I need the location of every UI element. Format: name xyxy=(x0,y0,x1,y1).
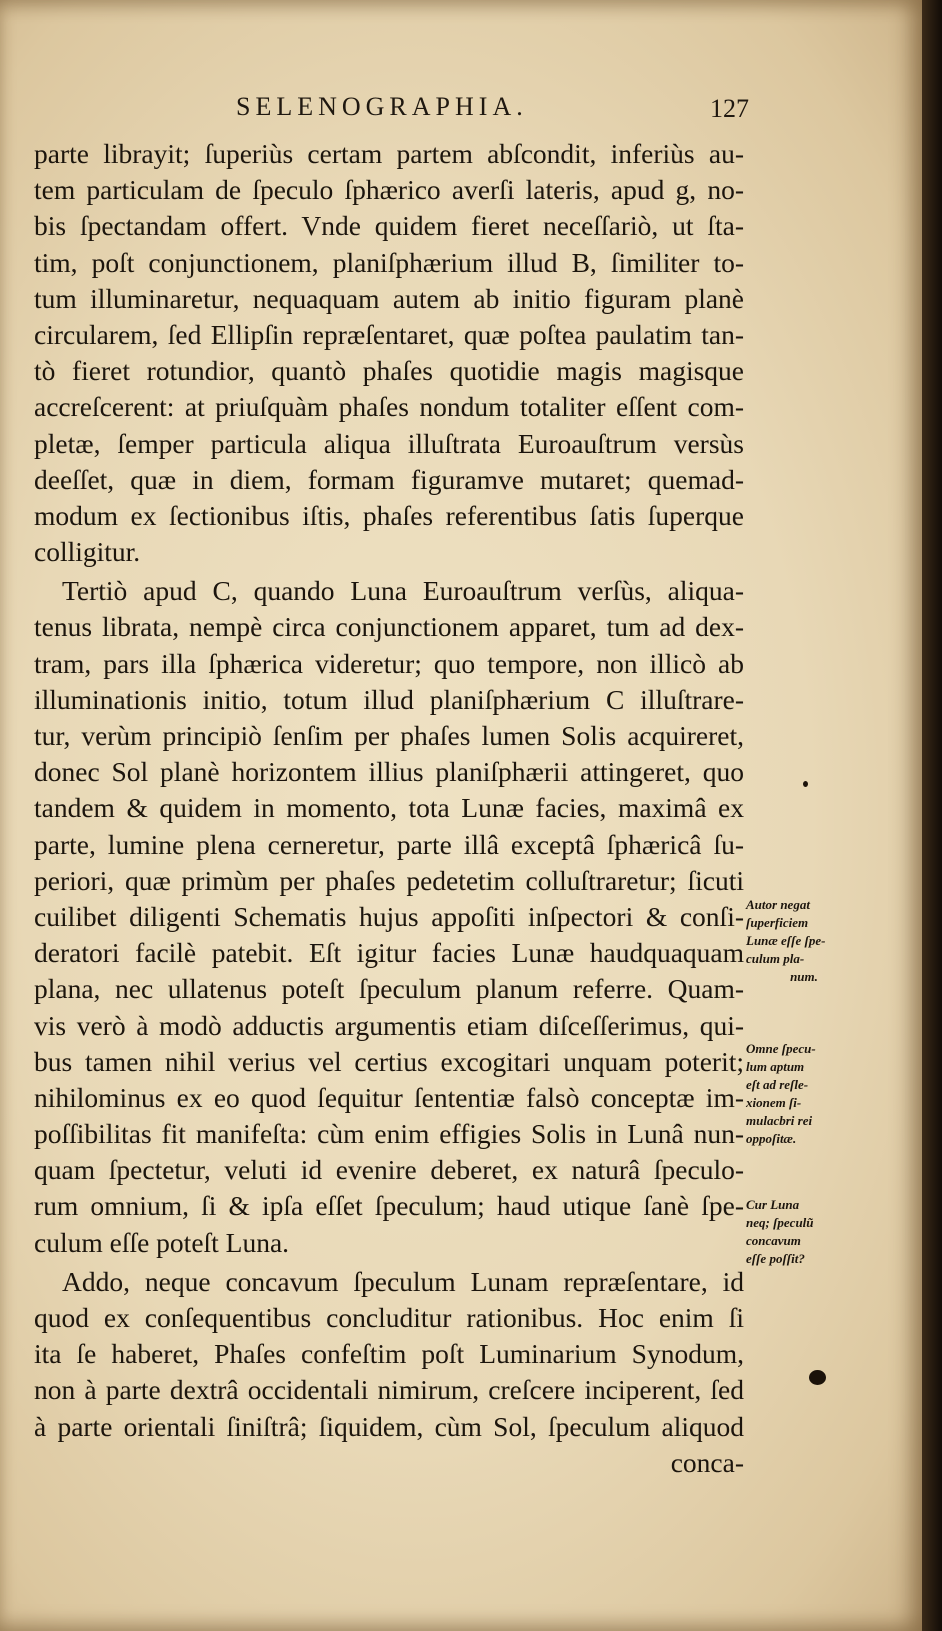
text-line: parte librayit; ſuperiùs certam partem abſcondit, inferiùs au- xyxy=(34,138,744,169)
text-line: poſſibilitas fit manifeſta: cùm enim effigies Solis in Lunâ nun- xyxy=(34,1118,744,1150)
text-line: plana, nec ullatenus poteſt ſpeculum planum referre. Quam- xyxy=(34,973,744,1005)
text-line: non à parte dextrâ occidentali nimirum, creſcere inciperent, ſed xyxy=(34,1374,744,1406)
margin-note-line: Cur Luna xyxy=(746,1197,800,1212)
text-line: à parte orientali ſiniſtrâ; ſiquidem, cùm Sol, ſpeculum aliquod xyxy=(34,1410,744,1442)
text-line: tram, pars illa ſphærica videretur; quo tempore, non illicò ab xyxy=(34,647,744,679)
ink-spot xyxy=(803,781,808,787)
margin-note-line: lum aptum xyxy=(746,1059,805,1074)
text-line: tum illuminaretur, nequaquam autem ab initio figuram planè xyxy=(34,282,744,314)
text-line: modum ex ſectionibus iſtis, phaſes referentibus ſatis ſuperque xyxy=(34,499,744,531)
text-line: pletæ, ſemper particula aliqua illuſtrata Euroauſtrum versùs xyxy=(34,427,744,459)
text-line: deeſſet, quæ in diem, formam figuramve mutaret; quemad- xyxy=(34,463,744,495)
text-line: rum omnium, ſi & ipſa eſſet ſpeculum; haud utique ſanè ſpe- xyxy=(34,1190,744,1222)
page-edge-shadow xyxy=(922,0,942,1631)
margin-note-line: xionem ſi- xyxy=(746,1095,802,1110)
text-line: vis verò à modò adductis argumentis etiam diſceſſerimus, qui- xyxy=(34,1009,744,1041)
text-line: circularem, ſed Ellipſin repræſentaret, quæ poſtea paulatim tan- xyxy=(34,318,744,350)
margin-note-line: ſuperficiem xyxy=(746,915,809,930)
margin-note-line: concavum xyxy=(746,1233,801,1248)
margin-note-line: culum pla- xyxy=(746,951,805,966)
catchword: conca- xyxy=(670,1446,744,1478)
margin-note-line: Omne ſpecu- xyxy=(746,1041,816,1056)
margin-note-line: mulacbri rei xyxy=(746,1113,813,1128)
text-line: tò fieret rotundior, quantò phaſes quotidie magis magisque xyxy=(34,355,744,387)
running-title: SELENOGRAPHIA. xyxy=(236,92,528,121)
text-line: Tertiò apud C, quando Luna Euroauſtrum verſùs, aliqua- xyxy=(62,575,744,607)
text-line: tem particulam de ſpeculo ſphærico averſi lateris, apud g, no- xyxy=(34,174,744,206)
margin-note-line: neq; ſpeculũ xyxy=(746,1215,814,1230)
text-line: quod ex conſequentibus concluditur rationibus. Hoc enim ſi xyxy=(34,1302,744,1333)
text-line: parte, lumine plena cerneretur, parte illâ exceptâ ſphæricâ ſu- xyxy=(34,828,744,860)
text-line: Addo, neque concavum ſpeculum Lunam repræſentare, id xyxy=(62,1265,744,1297)
margin-note-2 xyxy=(746,1040,862,1148)
margin-note-line: num. xyxy=(790,969,818,984)
text-line: donec Sol planè horizontem illius planiſphærii attingeret, quo xyxy=(34,756,744,788)
margin-note-3 xyxy=(746,1196,862,1268)
text-line: quam ſpectetur, veluti id evenire deberet, ex naturâ ſpeculo- xyxy=(34,1154,744,1186)
text-line: ita ſe haberet, Phaſes confeſtim poſt Luminarium Synodum, xyxy=(34,1338,744,1370)
text-line: illuminationis initio, totum illud planiſphærium C illuſtrare- xyxy=(34,683,744,715)
text-line: tandem & quidem in momento, tota Lunæ facies, maximâ ex xyxy=(34,792,744,824)
text-line: bus tamen nihil verius vel certius excogitari unquam poterit; xyxy=(34,1045,744,1077)
margin-note-1 xyxy=(746,896,862,986)
text-line: cuilibet diligenti Schematis hujus appoſiti inſpectori & conſi- xyxy=(34,900,744,932)
main-text-block xyxy=(34,136,744,1481)
ink-stain xyxy=(809,1370,826,1385)
page-number: 127 xyxy=(710,94,749,123)
text-line: nihilominus ex eo quod ſequitur ſententiæ falsò conceptæ im- xyxy=(34,1081,744,1113)
page-header xyxy=(36,92,749,132)
text-line: colligitur. xyxy=(34,536,141,568)
text-line: periori, quæ primùm per phaſes pedetetim colluſtraretur; ſicuti xyxy=(34,864,744,896)
text-line: deratori facilè patebit. Eſt igitur facies Lunæ haudquaquam xyxy=(34,937,744,969)
margin-note-line: eſt ad reſle- xyxy=(746,1077,809,1092)
text-line: tenus librata, nempè circa conjunctionem apparet, tum ad dex- xyxy=(34,611,744,643)
text-line: culum eſſe poteſt Luna. xyxy=(34,1226,290,1258)
text-line: bis ſpectandam offert. Vnde quidem fieret neceſſariò, ut ſta- xyxy=(34,210,744,242)
text-line: accreſcerent: at priuſquàm phaſes nondum totaliter eſſent com- xyxy=(34,391,744,423)
text-line: tim, poſt conjunctionem, planiſphærium illud B, ſimiliter to- xyxy=(34,246,744,278)
margin-note-line: eſſe poſſit? xyxy=(746,1251,805,1266)
margin-note-line: Autor negat xyxy=(746,897,810,912)
text-line: tur, verùm principiò ſenſim per phaſes lumen Solis acquireret, xyxy=(34,720,744,751)
margin-note-line: Lunæ eſſe ſpe- xyxy=(746,933,826,948)
margin-note-line: oppoſitæ. xyxy=(746,1131,797,1146)
